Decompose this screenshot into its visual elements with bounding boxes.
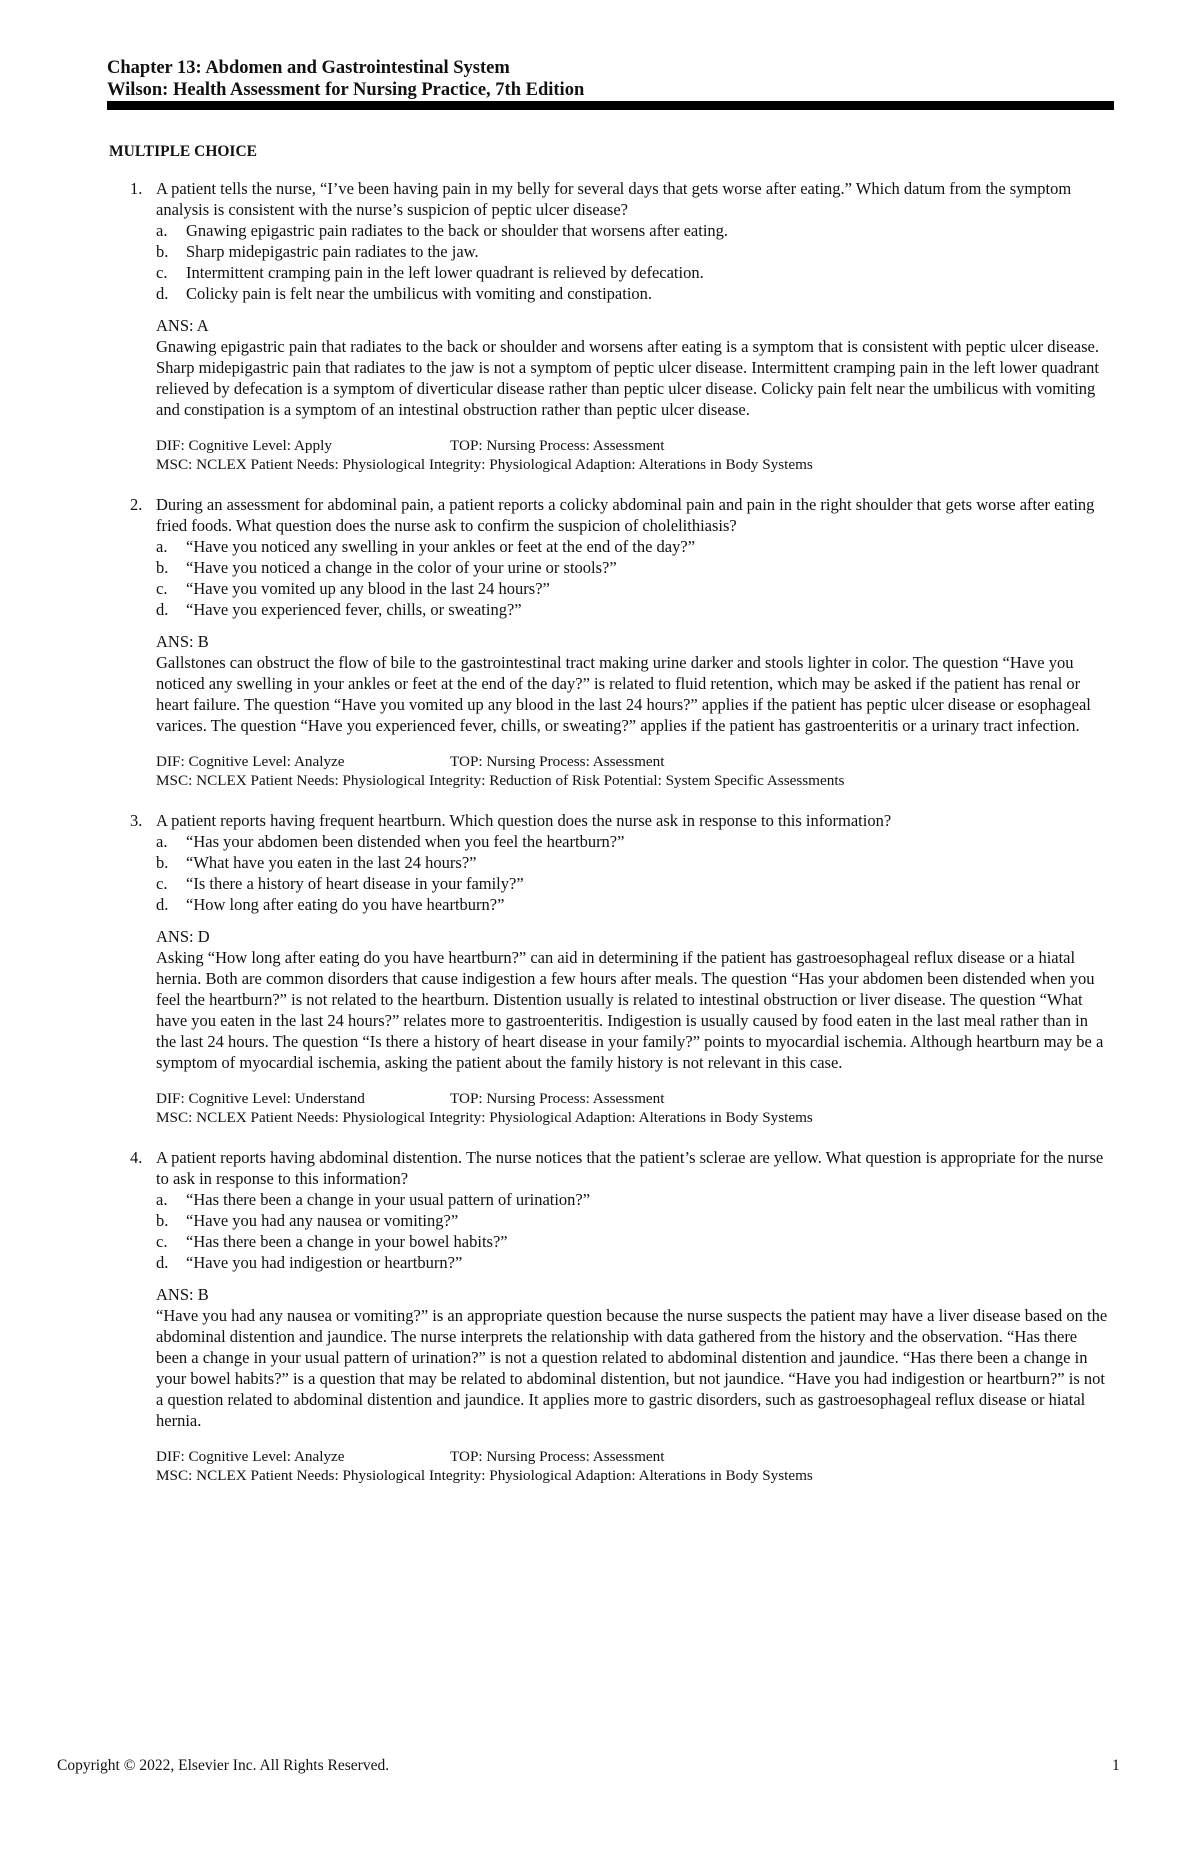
difficulty-level: DIF: Cognitive Level: Apply — [156, 437, 332, 454]
answer-options — [156, 1189, 1111, 1273]
question-1 — [0, 178, 1200, 474]
option-d — [156, 283, 1111, 304]
question-list — [0, 178, 1200, 1505]
option-d — [156, 894, 1111, 915]
option-letter: b. — [156, 558, 169, 577]
copyright-notice: Copyright © 2022, Elsevier Inc. All Rights Reserved. — [57, 1757, 390, 1774]
option-b — [156, 1210, 1111, 1231]
page-number: 1 — [1112, 1757, 1120, 1774]
option-text: “Has there been a change in your bowel habits?” — [186, 1232, 508, 1251]
rationale: Gnawing epigastric pain that radiates to the back or shoulder and worsens after eating is a symptom that is consistent with peptic ulcer disease. Sharp midepigastric pain that radiates to the jaw is not a symptom of peptic ulcer disease. Intermittent cramping pain in the left lower quadrant relieved by defecation is a symptom of diverticular disease rather than peptic ulcer disease. Colicky pain felt near the umbilicus with vomiting and constipation is a symptom of an intestinal obstruction rather than peptic ulcer disease. — [156, 337, 1099, 419]
option-a — [156, 536, 1111, 557]
option-letter: b. — [156, 853, 169, 872]
option-text: Colicky pain is felt near the umbilicus with vomiting and constipation. — [186, 284, 653, 303]
topic: TOP: Nursing Process: Assessment — [450, 437, 665, 454]
rationale: Gallstones can obstruct the flow of bile to the gastrointestinal tract making urine darker and stools lighter in color. The question “Have you noticed any swelling in your ankles or feet at the end of the day?” is related to fluid retention, which may be asked if the patient has renal or heart failure. The question “Have you vomited up any blood in the last 24 hours?” applies if the patient has peptic ulcer disease or esophageal varices. The question “Have you experienced fever, chills, or sweating?” applies if the patient has gastroenteritis or a urinary tract infection. — [156, 653, 1091, 735]
option-c — [156, 578, 1111, 599]
option-text: Intermittent cramping pain in the left lower quadrant is relieved by defecation. — [186, 263, 704, 282]
option-letter: c. — [156, 263, 168, 282]
msc-category: MSC: NCLEX Patient Needs: Physiological Integrity: Physiological Adaption: Alterations in Body Systems — [156, 1467, 813, 1484]
option-text: “Have you noticed a change in the color of your urine or stools?” — [186, 558, 617, 577]
question-metadata — [156, 1447, 1111, 1485]
option-a — [156, 220, 1111, 241]
document-header — [107, 57, 1114, 101]
option-text: “Have you noticed any swelling in your ankles or feet at the end of the day?” — [186, 537, 696, 556]
answer-options — [156, 220, 1111, 304]
option-text: “Have you had any nausea or vomiting?” — [186, 1211, 459, 1230]
option-b — [156, 241, 1111, 262]
rationale: “Have you had any nausea or vomiting?” is an appropriate question because the nurse suspects the patient may have a liver disease based on the abdominal distention and jaundice. The nurse interprets the relationship with data gathered from the history and the observation. “Has there been a change in your usual pattern of urination?” is not a question related to abdominal distention and jaundice. “Has there been a change in your bowel habits?” is a question that may be related to abdominal distention, but not jaundice. “Have you had indigestion or heartburn?” is not a question related to abdominal distention and jaundice. It applies more to gastric disorders, such as gastroesophageal reflux disease or hiatal hernia. — [156, 1306, 1108, 1430]
option-c — [156, 873, 1111, 894]
option-c — [156, 262, 1111, 283]
answer-options — [156, 536, 1111, 620]
msc-category: MSC: NCLEX Patient Needs: Physiological Integrity: Reduction of Risk Potential: System Specific Assessments — [156, 772, 845, 789]
header-rule — [107, 101, 1114, 110]
topic: TOP: Nursing Process: Assessment — [450, 1090, 665, 1107]
question-number: 2. — [130, 495, 143, 514]
answer-key: ANS: B — [156, 632, 209, 651]
option-letter: d. — [156, 600, 169, 619]
option-letter: a. — [156, 1190, 168, 1209]
option-letter: c. — [156, 579, 168, 598]
question-metadata — [156, 436, 1111, 474]
option-c — [156, 1231, 1111, 1252]
answer-key: ANS: D — [156, 927, 210, 946]
option-letter: b. — [156, 242, 169, 261]
difficulty-level: DIF: Cognitive Level: Analyze — [156, 1448, 345, 1465]
option-text: “How long after eating do you have heartburn?” — [186, 895, 505, 914]
chapter-title: Chapter 13: Abdomen and Gastrointestinal System — [107, 58, 510, 78]
option-letter: d. — [156, 1253, 169, 1272]
question-metadata — [156, 1089, 1111, 1127]
option-b — [156, 852, 1111, 873]
rationale: Asking “How long after eating do you have heartburn?” can aid in determining if the patient has gastroesophageal reflux disease or a hiatal hernia. Both are common disorders that cause indigestion a few hours after meals. The question “Has your abdomen been distended when you feel the heartburn?” is not related to the heartburn. Distention usually is related to intestinal obstruction or liver disease. The question “What have you eaten in the last 24 hours?” relates more to gastroenteritis. Indigestion is usually caused by food eaten in the last meal rather than in the last 24 hours. The question “Is there a history of heart disease in your family?” points to myocardial ischemia. Although heartburn may be a symptom of myocardial ischemia, asking the patient about the family history is not relevant in this case. — [156, 948, 1104, 1072]
question-stem: A patient tells the nurse, “I’ve been having pain in my belly for several days that gets worse after eating.” Which datum from the symptom analysis is consistent with the nurse’s suspicion of peptic ulcer disease? — [156, 179, 1072, 219]
book-title: Wilson: Health Assessment for Nursing Practice, 7th Edition — [107, 80, 585, 100]
option-b — [156, 557, 1111, 578]
question-number: 1. — [130, 179, 143, 198]
option-text: “Has there been a change in your usual pattern of urination?” — [186, 1190, 591, 1209]
option-letter: d. — [156, 284, 169, 303]
topic: TOP: Nursing Process: Assessment — [450, 753, 665, 770]
question-4 — [0, 1147, 1200, 1485]
question-3 — [0, 810, 1200, 1127]
option-text: Gnawing epigastric pain radiates to the back or shoulder that worsens after eating. — [186, 221, 729, 240]
question-number: 3. — [130, 811, 143, 830]
option-d — [156, 599, 1111, 620]
option-letter: a. — [156, 221, 168, 240]
section-title: MULTIPLE CHOICE — [109, 143, 257, 160]
option-letter: c. — [156, 1232, 168, 1251]
msc-category: MSC: NCLEX Patient Needs: Physiological Integrity: Physiological Adaption: Alterations in Body Systems — [156, 456, 813, 473]
question-stem: A patient reports having abdominal distention. The nurse notices that the patient’s sclerae are yellow. What question is appropriate for the nurse to ask in response to this information? — [156, 1148, 1104, 1188]
option-text: “Have you vomited up any blood in the last 24 hours?” — [186, 579, 550, 598]
option-text: “What have you eaten in the last 24 hours?” — [186, 853, 477, 872]
msc-category: MSC: NCLEX Patient Needs: Physiological Integrity: Physiological Adaption: Alterations in Body Systems — [156, 1109, 813, 1126]
difficulty-level: DIF: Cognitive Level: Analyze — [156, 753, 345, 770]
option-letter: a. — [156, 832, 168, 851]
option-letter: a. — [156, 537, 168, 556]
question-stem: A patient reports having frequent heartburn. Which question does the nurse ask in response to this information? — [156, 811, 892, 830]
question-2 — [0, 494, 1200, 790]
option-text: “Has your abdomen been distended when you feel the heartburn?” — [186, 832, 625, 851]
question-stem: During an assessment for abdominal pain, a patient reports a colicky abdominal pain and pain in the right shoulder that gets worse after eating fried foods. What question does the nurse ask to confirm the suspicion of cholelithiasis? — [156, 495, 1095, 535]
option-letter: b. — [156, 1211, 169, 1230]
answer-key: ANS: B — [156, 1285, 209, 1304]
option-text: “Is there a history of heart disease in your family?” — [186, 874, 524, 893]
question-number: 4. — [130, 1148, 143, 1167]
question-metadata — [156, 752, 1111, 790]
option-letter: d. — [156, 895, 169, 914]
answer-options — [156, 831, 1111, 915]
topic: TOP: Nursing Process: Assessment — [450, 1448, 665, 1465]
option-letter: c. — [156, 874, 168, 893]
option-a — [156, 831, 1111, 852]
option-d — [156, 1252, 1111, 1273]
answer-key: ANS: A — [156, 316, 209, 335]
option-text: “Have you experienced fever, chills, or sweating?” — [186, 600, 522, 619]
option-text: “Have you had indigestion or heartburn?” — [186, 1253, 463, 1272]
option-text: Sharp midepigastric pain radiates to the jaw. — [186, 242, 479, 261]
difficulty-level: DIF: Cognitive Level: Understand — [156, 1090, 365, 1107]
option-a — [156, 1189, 1111, 1210]
